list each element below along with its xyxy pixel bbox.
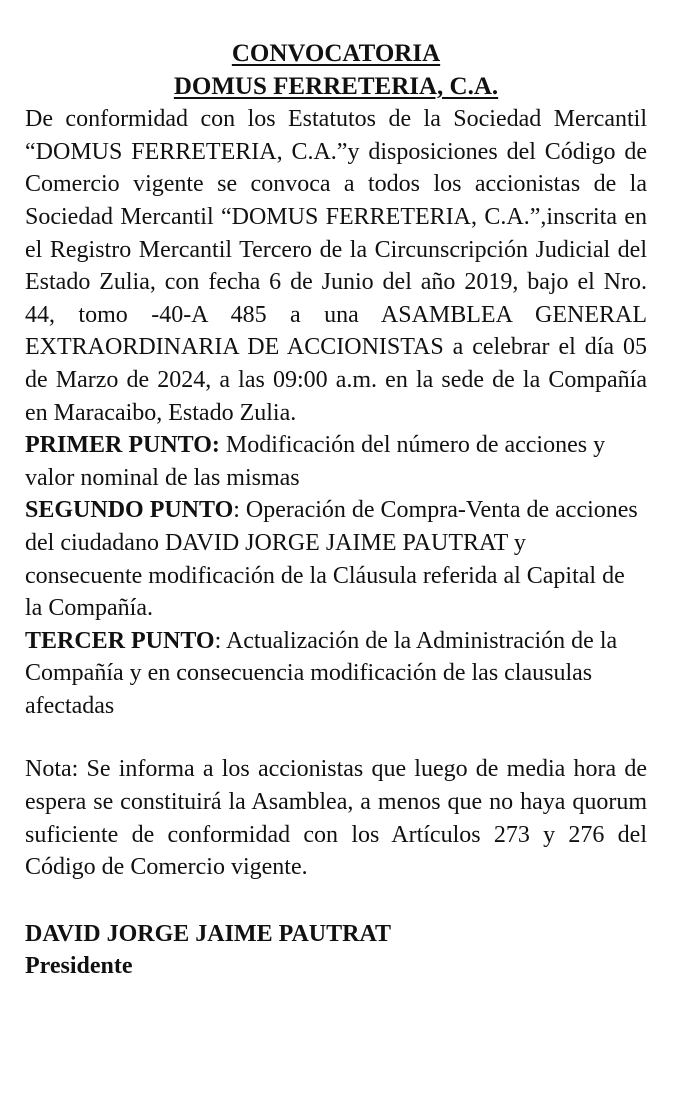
- agenda-point-3-text: : Actualización de la Administración de la Compañía y en consecuencia modificación de las clausulas afectadas: [25, 627, 618, 719]
- signature-block: [25, 918, 647, 983]
- company-name: DOMUS FERRETERIA, C.A.: [173, 72, 499, 100]
- convocatoria-document: [25, 38, 647, 983]
- intro-paragraph: De conformidad con los Estatutos de la Sociedad Mercantil “DOMUS FERRETERIA, C.A.”y disposiciones del Código de Comercio vigente se convoca a todos los accionistas de la Sociedad Mercantil “DOMUS FERRETERIA, C.A.”,inscrita en el Registro Mercantil Tercero de la Circunscripción Judicial del Estado Zulia, con fecha 6 de Junio del año 2019, bajo el Nro. 44, tomo -40-A 485 a una ASAMBLEA GENERAL EXTRAORDINARIA DE ACCIONISTAS a celebrar el día 05 de Marzo de 2024, a las 09:00 a.m. en la sede de la Compañía en Maracaibo, Estado Zulia.: [25, 106, 647, 426]
- agenda-point-1-label: PRIMER PUNTO:: [25, 432, 220, 459]
- agenda-point-1: [25, 429, 647, 494]
- agenda-point-2: [25, 494, 647, 624]
- signatory-name: DAVID JORGE JAIME PAUTRAT: [25, 920, 392, 947]
- agenda-point-2-text: : Operación de Compra-Venta de acciones del ciudadano DAVID JORGE JAIME PAUTRAT y consecuente modificación de la Cláusula referida al Capital de la Compañía.: [25, 497, 638, 622]
- document-title: CONVOCATORIA: [231, 40, 441, 67]
- agenda-point-3-label: TERCER PUNTO: [25, 627, 215, 654]
- agenda-point-2-label: SEGUNDO PUNTO: [25, 497, 234, 524]
- agenda-point-1-text: Modificación del número de acciones y valor nominal de las mismas: [25, 432, 606, 491]
- agenda-point-3: [25, 625, 647, 723]
- signatory-role: Presidente: [25, 953, 133, 980]
- nota-paragraph: Nota: Se informa a los accionistas que luego de media hora de espera se constituirá la Asamblea, a menos que no haya quorum suficiente de conformidad con los Artículos 273 y 276 del Código de Comercio vigente.: [25, 756, 647, 881]
